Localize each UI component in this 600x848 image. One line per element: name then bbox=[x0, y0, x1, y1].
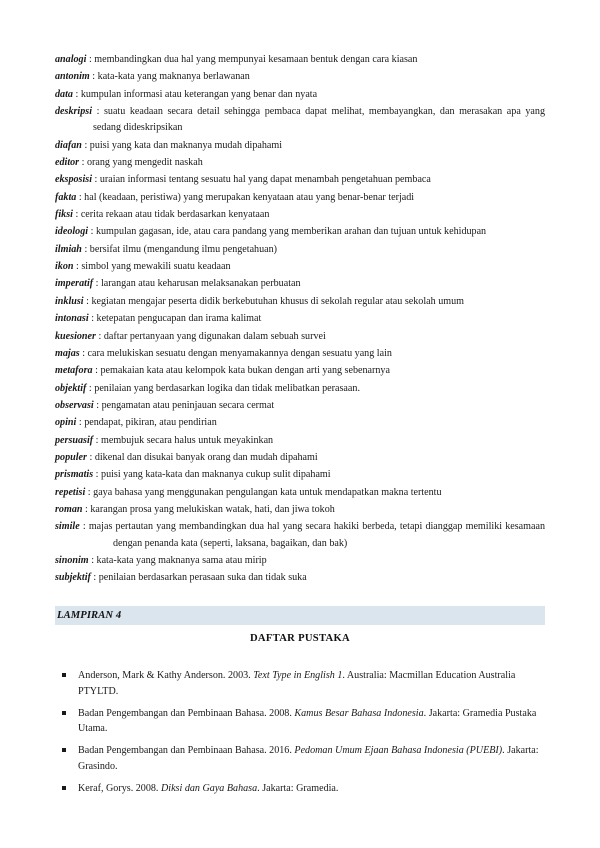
bibliography-entry bbox=[55, 706, 545, 738]
glossary-term: metafora bbox=[55, 365, 93, 377]
glossary-separator: : bbox=[81, 243, 90, 255]
glossary-separator: : bbox=[95, 330, 104, 342]
glossary-definition: bersifat ilmu (mengandung ilmu pengetahuan) bbox=[89, 243, 278, 255]
glossary-definition: kumpulan gagasan, ide, atau cara pandang yang memberikan arahan dan tujuan untuk kehidupan bbox=[95, 226, 487, 238]
glossary-term: ikon bbox=[55, 261, 74, 273]
glossary-separator: : bbox=[93, 469, 102, 481]
glossary-separator: : bbox=[83, 295, 92, 307]
glossary-entry bbox=[55, 570, 545, 586]
bibliography-list bbox=[55, 668, 545, 798]
glossary-separator: : bbox=[93, 278, 101, 290]
glossary-separator: : bbox=[92, 365, 101, 377]
glossary-entry bbox=[55, 363, 545, 379]
glossary-term: editor bbox=[55, 157, 80, 169]
glossary-entry bbox=[55, 138, 545, 154]
glossary-term: imperatif bbox=[55, 278, 94, 290]
bibliography-author-year: Anderson, Mark & Kathy Anderson. 2003. bbox=[78, 669, 254, 681]
bibliography-title: Text Type in English 1 bbox=[253, 669, 343, 681]
glossary-term: subjektif bbox=[55, 572, 91, 584]
glossary-entry bbox=[55, 104, 545, 137]
lampiran-label: LAMPIRAN 4 bbox=[57, 609, 122, 621]
glossary-term: analogi bbox=[55, 54, 87, 65]
glossary-separator: : bbox=[86, 382, 95, 394]
glossary-separator: : bbox=[93, 434, 101, 446]
glossary-term: opini bbox=[55, 417, 77, 429]
glossary-term: diafan bbox=[55, 139, 82, 151]
glossary-separator: : bbox=[79, 347, 88, 359]
glossary-separator: : bbox=[88, 226, 96, 238]
glossary-term: persuasif bbox=[55, 434, 94, 446]
glossary-separator: : bbox=[79, 157, 87, 169]
glossary-definition: kegiatan mengajar peserta didik berkebutuhan khusus di sekolah regular atau sekolah umum bbox=[91, 295, 464, 307]
glossary-entry bbox=[55, 87, 545, 103]
glossary-definition: hal (keadaan, peristiwa) yang merupakan kenyataan atau yang benar-benar terjadi bbox=[84, 191, 415, 203]
bibliography-entry bbox=[55, 781, 545, 797]
square-bullet-icon bbox=[62, 786, 66, 790]
glossary-definition: pemakaian kata atau kelompok kata bukan dengan arti yang sebenarnya bbox=[100, 365, 390, 377]
square-bullet-icon bbox=[62, 748, 66, 752]
glossary-separator: : bbox=[92, 174, 100, 186]
bibliography-publisher: . Jakarta: Gramedia. bbox=[257, 783, 339, 795]
glossary-term: prismatis bbox=[55, 469, 94, 481]
glossary-definition: ketepatan pengucapan dan irama kalimat bbox=[96, 313, 262, 325]
glossary-definition: cara melukiskan sesuatu dengan menyamakannya dengan sesuatu yang lain bbox=[87, 347, 392, 359]
glossary-definition: orang yang mengedit naskah bbox=[86, 157, 203, 169]
glossary-entry bbox=[55, 69, 545, 85]
glossary-separator: : bbox=[72, 88, 81, 100]
glossary-term: inklusi bbox=[55, 295, 84, 307]
glossary-separator: : bbox=[89, 71, 98, 83]
glossary-definition: cerita rekaan atau tidak berdasarkan kenyataan bbox=[80, 209, 270, 221]
bibliography-author-year: Badan Pengembangan dan Pembinaan Bahasa. 2008. bbox=[78, 707, 295, 719]
bibliography-title: Kamus Besar Bahasa Indonesia bbox=[294, 707, 424, 719]
bibliography-title: Pedoman Umum Ejaan Bahasa Indonesia (PUEBI) bbox=[294, 745, 503, 757]
glossary-term: simile bbox=[55, 521, 80, 533]
glossary-definition: puisi yang kata dan maknanya mudah dipahami bbox=[89, 139, 283, 151]
glossary-entry bbox=[55, 311, 545, 327]
glossary-term: intonasi bbox=[55, 313, 89, 325]
glossary-entry bbox=[55, 329, 545, 345]
glossary-entry bbox=[55, 502, 545, 518]
glossary-definition: penilaian berdasarkan perasaan suka dan tidak suka bbox=[98, 572, 307, 584]
glossary-definition: membujuk secara halus untuk meyakinkan bbox=[101, 434, 274, 446]
glossary-separator: : bbox=[88, 554, 97, 566]
bibliography-publisher: . Australia: Macmillan Education Australia PTYLTD. bbox=[78, 669, 516, 697]
lampiran-heading-band bbox=[55, 606, 545, 625]
glossary-term: antonim bbox=[55, 71, 90, 83]
bibliography-entry bbox=[55, 743, 545, 775]
glossary-definition: dikenal dan disukai banyak orang dan mudah dipahami bbox=[94, 451, 318, 463]
glossary-entry bbox=[55, 207, 545, 223]
glossary-entry bbox=[55, 450, 545, 466]
square-bullet-icon bbox=[62, 711, 66, 715]
glossary-entry bbox=[55, 276, 545, 292]
glossary-definition: daftar pertanyaan yang digunakan dalam sebuah survei bbox=[103, 330, 326, 342]
bibliography-publisher: . Jakarta: Grasindo. bbox=[78, 745, 539, 773]
glossary-separator: : bbox=[86, 451, 95, 463]
glossary-definition: kata-kata yang maknanya berlawanan bbox=[97, 71, 250, 83]
glossary-entry bbox=[55, 155, 545, 171]
glossary-separator: : bbox=[82, 503, 91, 515]
glossary-definition: pengamatan atau peninjauan secara cermat bbox=[101, 399, 275, 411]
glossary-separator: : bbox=[86, 54, 95, 65]
glossary-entry bbox=[55, 433, 545, 449]
glossary-definition: pendapat, pikiran, atau pendirian bbox=[84, 417, 217, 429]
glossary-term: fiksi bbox=[55, 209, 73, 221]
bibliography-heading: DAFTAR PUSTAKA bbox=[249, 632, 351, 644]
glossary-entry bbox=[55, 294, 545, 310]
glossary-entry bbox=[55, 242, 545, 258]
glossary-definition: membandingkan dua hal yang mempunyai kesamaan bentuk dengan cara kiasan bbox=[94, 54, 418, 65]
glossary-entry bbox=[55, 485, 545, 501]
glossary-definition: majas pertautan yang membandingkan dua hal yang secara hakiki berbeda, tetapi dianggap memiliki kesamaan dengan penanda kata (seperti, laksana, bagaikan, dan bak) bbox=[88, 521, 546, 549]
glossary-entry bbox=[55, 398, 545, 414]
glossary-entry bbox=[55, 346, 545, 362]
glossary-separator: : bbox=[90, 572, 99, 584]
glossary-entry bbox=[55, 467, 545, 483]
glossary-entry bbox=[55, 52, 545, 68]
glossary-definition: larangan atau keharusan melaksanakan perbuatan bbox=[101, 278, 301, 290]
bibliography-entry bbox=[55, 668, 545, 700]
glossary-definition: kata-kata yang maknanya sama atau mirip bbox=[96, 554, 267, 566]
glossary-separator: : bbox=[93, 399, 102, 411]
glossary-term: roman bbox=[55, 503, 83, 515]
glossary-entry bbox=[55, 190, 545, 206]
glossary-definition: suatu keadaan secara detail sehingga pembaca dapat melihat, membayangkan, dan merasakan apa yang sedang dideskripsikan bbox=[93, 106, 545, 134]
glossary-separator: : bbox=[92, 106, 104, 118]
glossary-definition: simbol yang mewakili suatu keadaan bbox=[81, 261, 231, 273]
glossary-term: sinonim bbox=[55, 554, 89, 566]
glossary-entry bbox=[55, 415, 545, 431]
glossary-separator: : bbox=[76, 417, 85, 429]
square-bullet-icon bbox=[62, 673, 66, 677]
glossary-entry bbox=[55, 172, 545, 188]
bibliography-title: Diksi dan Gaya Bahasa bbox=[160, 783, 258, 795]
glossary-term: fakta bbox=[55, 191, 77, 203]
glossary-list bbox=[55, 52, 545, 587]
bibliography-publisher: . Jakarta: Gramedia Pustaka Utama. bbox=[78, 707, 537, 735]
glossary-term: observasi bbox=[55, 399, 94, 411]
glossary-definition: uraian informasi tentang sesuatu hal yang dapat menambah pengetahuan pembaca bbox=[99, 174, 431, 186]
glossary-definition: penilaian yang berdasarkan logika dan tidak melibatkan perasaan. bbox=[94, 382, 360, 394]
glossary-separator: : bbox=[72, 209, 81, 221]
glossary-term: eksposisi bbox=[55, 174, 93, 186]
glossary-separator: : bbox=[85, 486, 94, 498]
glossary-entry bbox=[55, 553, 545, 569]
glossary-entry bbox=[55, 224, 545, 240]
bibliography-author-year: Keraf, Gorys. 2008. bbox=[78, 783, 161, 795]
glossary-entry bbox=[55, 381, 545, 397]
glossary-term: objektif bbox=[55, 382, 87, 394]
glossary-separator: : bbox=[88, 313, 97, 325]
glossary-definition: kumpulan informasi atau keterangan yang benar dan nyata bbox=[80, 88, 318, 100]
glossary-term: ilmiah bbox=[55, 243, 82, 255]
glossary-definition: puisi yang kata-kata dan maknanya cukup sulit dipahami bbox=[101, 469, 331, 481]
glossary-term: data bbox=[55, 88, 73, 100]
glossary-separator: : bbox=[76, 191, 85, 203]
glossary-definition: karangan prosa yang melukiskan watak, hati, dan jiwa tokoh bbox=[90, 503, 335, 515]
glossary-term: deskripsi bbox=[55, 106, 93, 118]
glossary-entry bbox=[55, 519, 545, 552]
glossary-separator: : bbox=[81, 139, 90, 151]
glossary-term: majas bbox=[55, 347, 80, 359]
glossary-term: ideologi bbox=[55, 226, 89, 238]
glossary-separator: : bbox=[73, 261, 82, 273]
glossary-separator: : bbox=[79, 521, 89, 533]
glossary-term: kuesioner bbox=[55, 330, 96, 342]
glossary-entry bbox=[55, 259, 545, 275]
glossary-term: populer bbox=[55, 451, 87, 463]
glossary-definition: gaya bahasa yang menggunakan pengulangan kata untuk mendapatkan makna tertentu bbox=[93, 486, 442, 498]
glossary-term: repetisi bbox=[55, 486, 86, 498]
bibliography-author-year: Badan Pengembangan dan Pembinaan Bahasa. 2016. bbox=[78, 745, 295, 757]
